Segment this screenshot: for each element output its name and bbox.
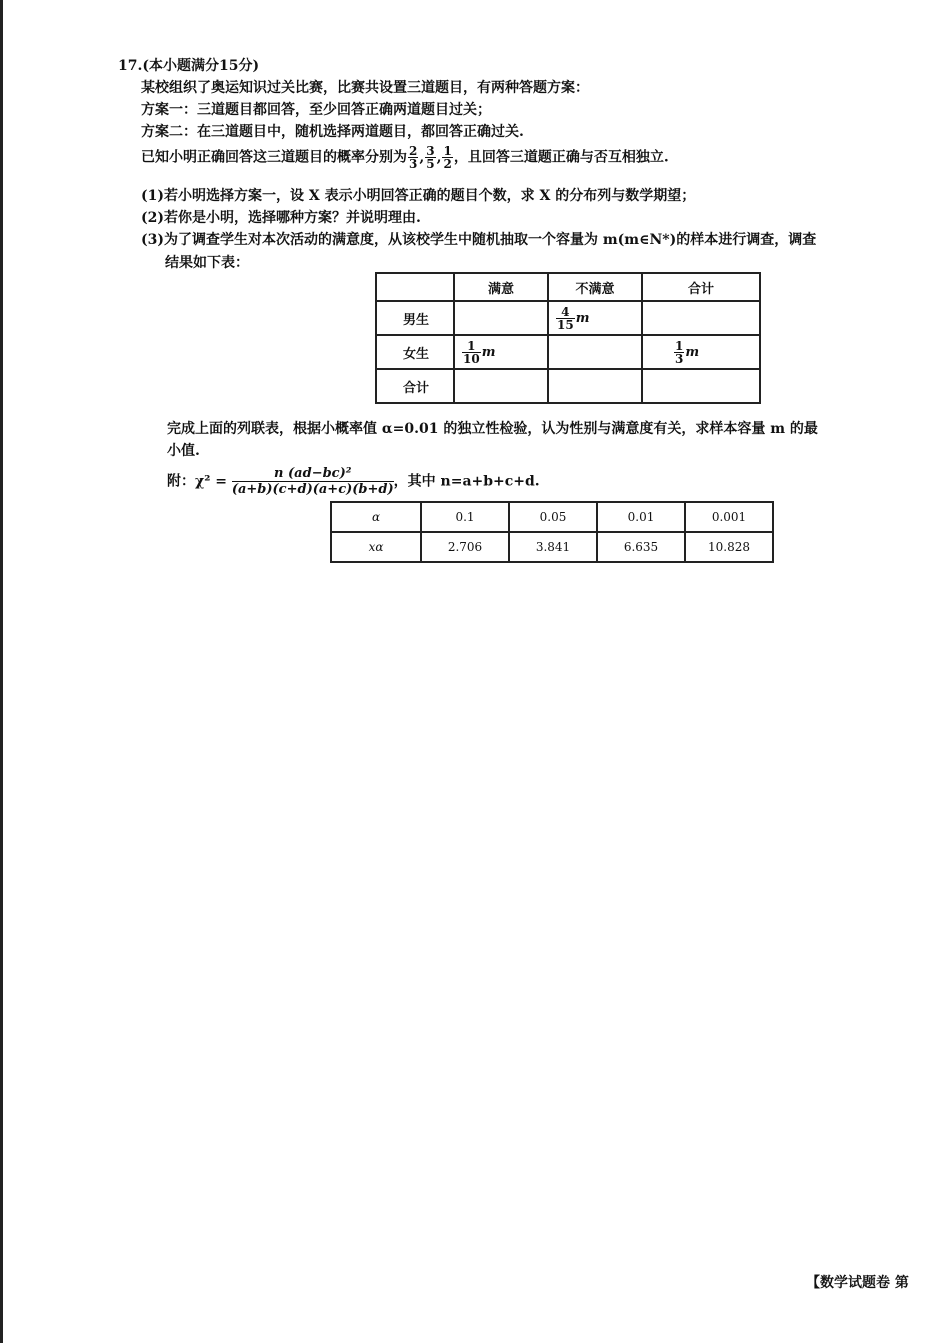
boys-unsat-num: 4 [556, 306, 575, 319]
cell-girls-satisfied [454, 335, 548, 369]
question-2: (2)若你是小明，选择哪种方案？并说明理由. [141, 210, 421, 226]
var-m: m [685, 344, 700, 360]
girls-sat-den: 10 [463, 351, 480, 366]
girls-sat-num: 1 [462, 340, 481, 353]
table-header-cell: 合计 [642, 273, 760, 301]
x-alpha-label: xα [331, 532, 421, 562]
critical-value: 10.828 [685, 532, 773, 562]
table-row [331, 502, 773, 532]
critical-value: 2.706 [421, 532, 509, 562]
prob-1-den: 3 [409, 157, 418, 171]
table-row [376, 301, 760, 335]
cell-boys-satisfied [454, 301, 548, 335]
alpha-value: 0.01 [597, 502, 685, 532]
plan-one: 方案一：三道题目都回答，至少回答正确两道题目过关； [141, 102, 491, 118]
probability-statement: 已知小明正确回答这三道题目的概率分别为 $\frac{2}{3}$ , $\frac{3}{5}$ , $\frac{1}{2}$ ，且回答三道题正确与否互相独立. [141, 144, 669, 171]
prob-prefix: 已知小明正确回答这三道题目的概率分别为 [141, 149, 407, 166]
alpha-value: 0.05 [509, 502, 597, 532]
formula-trail: ，其中 n=a+b+c+d. [393, 473, 540, 490]
table-row [376, 273, 760, 301]
page-footer: 【数学试题卷 第 [806, 1275, 909, 1291]
table-header-cell: 不满意 [548, 273, 642, 301]
page-edge-rule [0, 0, 3, 1343]
prob-3-den: 2 [443, 157, 452, 171]
cell-total-unsatisfied [548, 369, 642, 403]
cell-girls-unsatisfied [548, 335, 642, 369]
after-table-line-2: 小值. [167, 443, 200, 459]
table-row [331, 532, 773, 562]
critical-value-table [330, 501, 774, 563]
girls-total-num: 1 [675, 338, 684, 353]
cell-girls-total [642, 335, 760, 369]
alpha-value: 0.001 [685, 502, 773, 532]
girls-total-den: 3 [675, 351, 684, 366]
table-row [376, 369, 760, 403]
alpha-value: 0.1 [421, 502, 509, 532]
boys-unsat-den: 15 [557, 317, 574, 332]
var-m: m [481, 344, 496, 360]
formula-denominator: (a+b)(c+d)(a+c)(b+d) [231, 482, 394, 497]
row-label-girls: 女生 [376, 335, 454, 369]
prob-2-num: 3 [426, 144, 435, 158]
formula-lead: 附：χ² = [167, 473, 227, 490]
table-header-cell [376, 273, 454, 301]
prob-suffix: ，且回答三道题正确与否互相独立. [453, 149, 669, 166]
plan-two: 方案二：在三道题目中，随机选择两道题目，都回答正确过关. [141, 124, 524, 140]
cell-boys-total [642, 301, 760, 335]
prob-3-num: 1 [443, 144, 452, 158]
var-m: m [575, 310, 590, 326]
contingency-table [375, 272, 761, 404]
critical-value: 6.635 [597, 532, 685, 562]
row-label-boys: 男生 [376, 301, 454, 335]
table-header-cell: 满意 [454, 273, 548, 301]
chi-square-formula [167, 466, 540, 497]
problem-header: 17.(本小题满分15分) [118, 58, 260, 74]
question-3-line-2: 结果如下表： [165, 255, 249, 271]
cell-total-total [642, 369, 760, 403]
cell-total-satisfied [454, 369, 548, 403]
critical-value: 3.841 [509, 532, 597, 562]
alpha-label: α [331, 502, 421, 532]
prob-1-num: 2 [409, 144, 418, 158]
prob-fraction-2 [425, 145, 435, 170]
after-table-line-1: 完成上面的列联表，根据小概率值 α=0.01 的独立性检验，认为性别与满意度有关，求样本容量 m 的最 [167, 421, 818, 437]
question-1: (1)若小明选择方案一，设 X 表示小明回答正确的题目个数，求 X 的分布列与数学期望； [141, 188, 696, 204]
formula-numerator: n (ad−bc)² [232, 466, 394, 482]
table-row [376, 335, 760, 369]
row-label-total: 合计 [376, 369, 454, 403]
prob-fraction-1 [408, 145, 418, 170]
question-3-line-1: (3)为了调查学生对本次活动的满意度，从该校学生中随机抽取一个容量为 m(m∈N*)的样本进行调查，调查 [141, 232, 817, 248]
cell-boys-unsatisfied [548, 301, 642, 335]
problem-intro: 某校组织了奥运知识过关比赛，比赛共设置三道题目，有两种答题方案： [141, 80, 589, 96]
formula-fraction [232, 466, 394, 497]
prob-2-den: 5 [426, 157, 435, 171]
prob-fraction-3 [442, 145, 452, 170]
